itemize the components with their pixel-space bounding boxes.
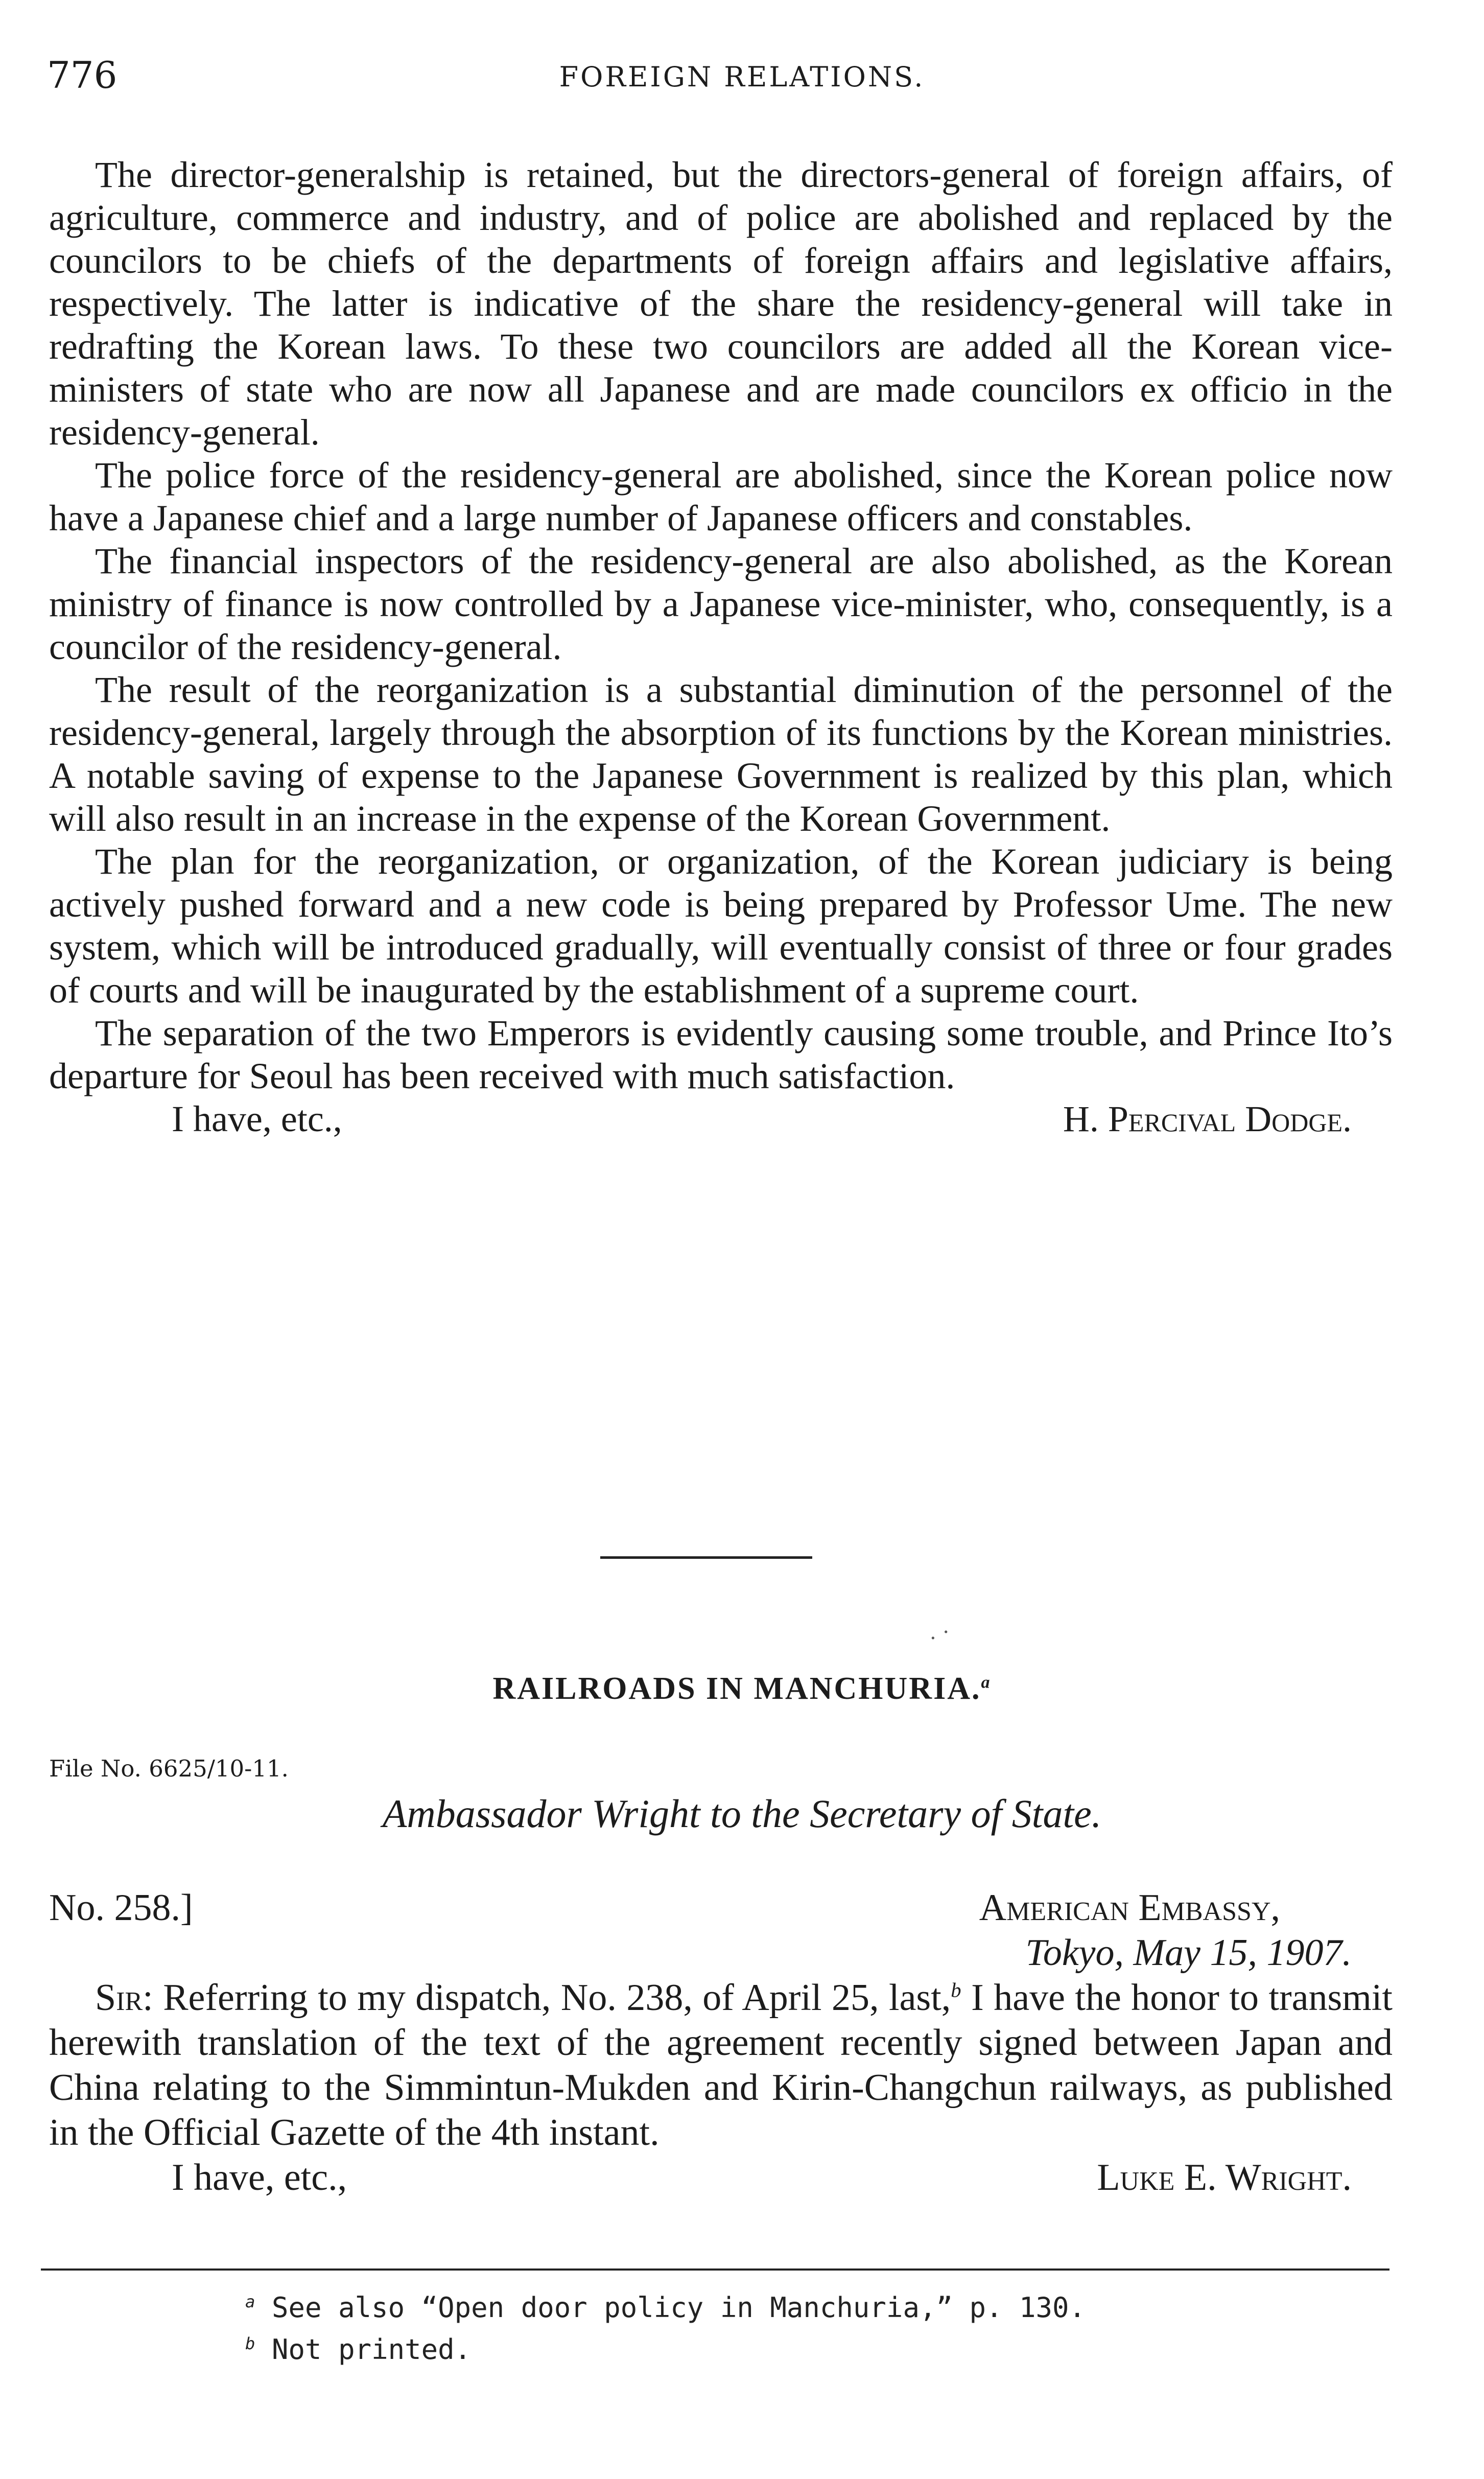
embassy-name: American Embassy, — [979, 1887, 1280, 1929]
signature: Luke E. Wright. — [1097, 2157, 1352, 2199]
footnote-mark: a — [245, 2292, 255, 2311]
body-paragraph: The separation of the two Emperors is evidently causing some trouble, and Prince Ito’s departure for Seoul has been received with much satisfaction. — [49, 1013, 1393, 1096]
place-date: Tokyo, May 15, 1907. — [1025, 1932, 1352, 1974]
signature: H. Percival Dodge. — [1063, 1098, 1352, 1139]
body-paragraph: The director-generalship is retained, but the directors-general of foreign affairs, of agriculture, commerce and industry, and of police are abolished and replaced by the councilors to be chiefs of the departments of foreign affairs and legislative affairs, respectively. The latter is indicative of the share the residency-general will take in redrafting the Korean laws. To these two councilors are added all the Korean vice-ministers of state who are now all Japanese and are made councilors ex officio in the residency-general. — [49, 154, 1393, 453]
footnote-rule — [41, 2268, 1389, 2271]
closing-phrase: I have, etc., — [172, 1098, 342, 1139]
letter-paragraph — [49, 1975, 1393, 2155]
footnotes — [245, 2284, 1086, 2368]
letter-heading — [49, 1885, 1393, 1930]
salutation: Sir: — [95, 1977, 153, 2019]
section-title — [0, 1671, 1484, 1707]
closing-line — [49, 2155, 1393, 2198]
dispatch-number: No. 258.] — [49, 1887, 193, 1929]
body-paragraph: The plan for the reorganization, or organization, of the Korean judiciary is being actively pushed forward and a new code is being prepared by Professor Ume. The new system, which will be introduced gradually, will eventually consist of three or four grades of courts and will be inaugurated by the establishment of a supreme court. — [49, 841, 1393, 1011]
body-paragraph: The police force of the residency-general are abolished, since the Korean police now have a Japanese chief and a large number of Japanese officers and constables. — [49, 455, 1393, 539]
running-head: FOREIGN RELATIONS. — [559, 61, 925, 93]
letter-body-dodge — [49, 153, 1393, 1140]
footnote-ref: b — [951, 1978, 961, 2002]
footnote-ref: a — [981, 1673, 992, 1692]
closing-phrase: I have, etc., — [172, 2157, 347, 2199]
footnote — [245, 2284, 1086, 2326]
body-paragraph: The result of the reorganization is a substantial diminution of the personnel of the residency-general, largely through the absorption of its functions by the Korean ministries. A notable saving of expense to the Japanese Government is realized by this plan, which will also result in an increase in the expense of the Korean Government. — [49, 669, 1393, 839]
letter-text: I have the honor to transmit herewith translation of the text of the agreement recently signed between Japan and China relating to the Simmintun-Mukden and Kirin-Changchun railways, as published in the Official Gazette of the 4th instant. — [49, 1977, 1393, 2154]
scan-speck: . · — [930, 1621, 950, 1644]
file-number: File No. 6625/10-11. — [49, 1755, 289, 1782]
letter-text: Referring to my dispatch, No. 238, of April 25, last, — [163, 1977, 951, 2019]
section-title-text: RAILROADS IN MANCHURIA. — [492, 1671, 981, 1706]
footnote-text: Not printed. — [272, 2333, 472, 2366]
body-paragraph: The financial inspectors of the residency-general are also abolished, as the Korean ministry of finance is now controlled by a Japanese vice-minister, who, consequently, is a councilor of the residency-general. — [49, 541, 1393, 667]
dispatch-title: Ambassador Wright to the Secretary of State. — [382, 1791, 1102, 1836]
footnote — [245, 2326, 1086, 2368]
page-header — [47, 54, 1437, 110]
letter-wright — [49, 1885, 1393, 2198]
closing-line — [49, 1097, 1393, 1140]
page-number: 776 — [47, 54, 117, 97]
footnote-text: See also “Open door policy in Manchuria,” p. 130. — [272, 2291, 1086, 2324]
section-divider — [600, 1556, 812, 1559]
footnote-mark: b — [245, 2334, 255, 2353]
